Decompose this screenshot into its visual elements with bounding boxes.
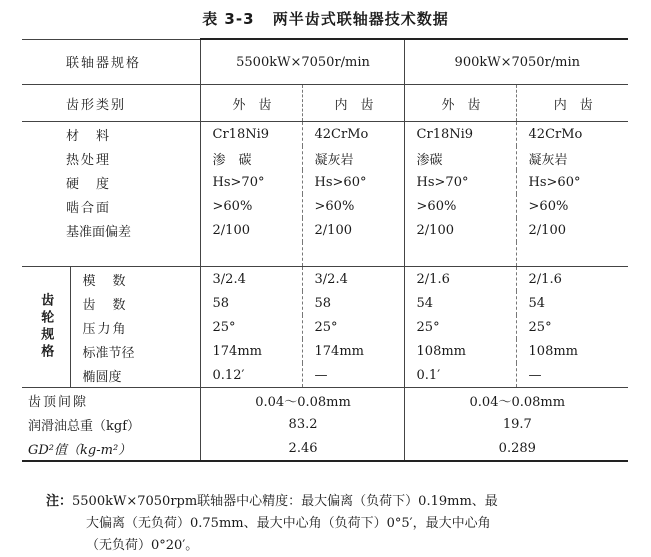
prop-cell: Hs>60° bbox=[528, 174, 581, 190]
bottom-cell-b: 0.04～0.08mm bbox=[404, 388, 628, 413]
gear-label: 标准节径 bbox=[70, 339, 200, 363]
prop-row bbox=[22, 218, 628, 242]
table-caption: 两半齿式联轴器技术数据 bbox=[272, 10, 449, 28]
footnote-text: 5500kW×7050rpm联轴器中心精度：最大偏离（负荷下）0.19mm、最 bbox=[72, 494, 498, 509]
prop-row bbox=[22, 146, 628, 170]
tooth-type-cell: 内 齿 bbox=[302, 85, 404, 122]
gear-cell: 2/1.6 bbox=[516, 267, 628, 292]
prop-label: 材 料 bbox=[22, 122, 200, 147]
gear-cell: 3/2.4 bbox=[200, 267, 302, 292]
bottom-row bbox=[22, 436, 628, 461]
gear-row bbox=[22, 315, 628, 339]
gear-cell: 0.1′ bbox=[404, 363, 516, 388]
footnote-line: （无负荷）0°20′。 bbox=[86, 538, 199, 553]
prop-cell: Hs>70° bbox=[200, 170, 302, 194]
gear-cell: — bbox=[528, 367, 542, 383]
gear-row bbox=[22, 339, 628, 363]
footnote bbox=[46, 491, 626, 557]
prop-label: 基准面偏差 bbox=[22, 218, 200, 242]
prop-cell: 凝灰岩 bbox=[302, 146, 404, 170]
tooth-type-cell: 外 齿 bbox=[200, 85, 302, 122]
gear-cell: 25° bbox=[528, 319, 552, 335]
bottom-label: 齿顶间隙 bbox=[22, 388, 200, 413]
prop-row bbox=[22, 122, 628, 147]
prop-cell: Cr18Ni9 bbox=[200, 122, 302, 147]
gear-cell: 108mm bbox=[404, 339, 516, 363]
prop-cell: 2/100 bbox=[302, 218, 404, 242]
footnote-line: 大偏离（无负荷）0.75mm、最大中心角（负荷下）0°5′，最大中心角 bbox=[86, 516, 491, 531]
gear-row bbox=[22, 363, 628, 388]
gear-row bbox=[22, 291, 628, 315]
bottom-cell-a: 0.04～0.08mm bbox=[200, 388, 404, 413]
prop-cell: 42CrMo bbox=[516, 122, 628, 147]
tooth-type-row bbox=[22, 85, 628, 122]
tooth-type-cell: 外 齿 bbox=[404, 85, 516, 122]
gear-cell: 25° bbox=[200, 315, 302, 339]
gear-cell: 174mm bbox=[302, 339, 404, 363]
tooth-type-label: 齿形类别 bbox=[22, 85, 200, 122]
prop-label: 热处理 bbox=[22, 146, 200, 170]
bottom-cell-a: 2.46 bbox=[200, 436, 404, 461]
bottom-row bbox=[22, 412, 628, 436]
gear-label: 模 数 bbox=[70, 267, 200, 292]
gear-cell: 108mm bbox=[528, 343, 578, 359]
gear-cell: 2/1.6 bbox=[404, 267, 516, 292]
gear-label: 齿 数 bbox=[70, 291, 200, 315]
gear-group-label: 齿轮规格 bbox=[22, 267, 70, 388]
bottom-cell-a: 83.2 bbox=[200, 412, 404, 436]
footnote-prefix: 注： bbox=[46, 494, 73, 509]
bottom-label: GD²值（kg-m²） bbox=[22, 436, 200, 461]
gear-cell: 58 bbox=[200, 291, 302, 315]
tooth-type-cell: 内 齿 bbox=[516, 85, 628, 122]
bottom-row bbox=[22, 388, 628, 413]
prop-row bbox=[22, 170, 628, 194]
gear-cell: 0.12′ bbox=[200, 363, 302, 388]
prop-cell: 2/100 bbox=[200, 218, 302, 242]
footnote-line bbox=[46, 491, 626, 513]
prop-cell: 渗 碳 bbox=[200, 146, 302, 170]
gear-cell: 25° bbox=[404, 315, 516, 339]
gear-cell: 58 bbox=[302, 291, 404, 315]
prop-label: 啮合面 bbox=[22, 194, 200, 218]
spec-table bbox=[22, 38, 628, 462]
gear-label: 压力角 bbox=[70, 315, 200, 339]
prop-cell: 凝灰岩 bbox=[528, 152, 568, 168]
prop-cell: >60% bbox=[404, 194, 516, 218]
prop-cell: Hs>60° bbox=[302, 170, 404, 194]
prop-cell: Cr18Ni9 bbox=[404, 122, 516, 147]
prop-cell: >60% bbox=[200, 194, 302, 218]
bottom-cell-b: 19.7 bbox=[502, 416, 532, 432]
spec-a: 5500kW×7050r/min bbox=[200, 39, 404, 85]
gear-cell: 54 bbox=[528, 295, 546, 311]
spacer-row bbox=[22, 242, 628, 267]
prop-cell: 2/100 bbox=[528, 222, 566, 238]
spec-b: 900kW×7050r/min bbox=[404, 39, 628, 85]
bottom-label: 润滑油总重（kgf） bbox=[22, 412, 200, 436]
spec-row bbox=[22, 39, 628, 85]
gear-cell: 25° bbox=[302, 315, 404, 339]
prop-cell: >60% bbox=[302, 194, 404, 218]
table-title bbox=[0, 8, 651, 29]
prop-cell: >60% bbox=[528, 198, 569, 214]
gear-cell: — bbox=[302, 363, 404, 388]
gear-cell: 174mm bbox=[200, 339, 302, 363]
prop-cell: Hs>70° bbox=[404, 170, 516, 194]
prop-cell: 42CrMo bbox=[302, 122, 404, 147]
gear-cell: 3/2.4 bbox=[302, 267, 404, 292]
spec-label: 联轴器规格 bbox=[22, 39, 200, 85]
gear-label: 椭圆度 bbox=[70, 363, 200, 388]
prop-cell: 渗碳 bbox=[404, 146, 516, 170]
prop-row bbox=[22, 194, 628, 218]
bottom-cell-b: 0.289 bbox=[404, 436, 628, 461]
gear-cell: 54 bbox=[404, 291, 516, 315]
gear-row bbox=[22, 267, 628, 292]
prop-label: 硬 度 bbox=[22, 170, 200, 194]
table-number: 表 3-3 bbox=[202, 10, 255, 28]
prop-cell: 2/100 bbox=[404, 218, 516, 242]
